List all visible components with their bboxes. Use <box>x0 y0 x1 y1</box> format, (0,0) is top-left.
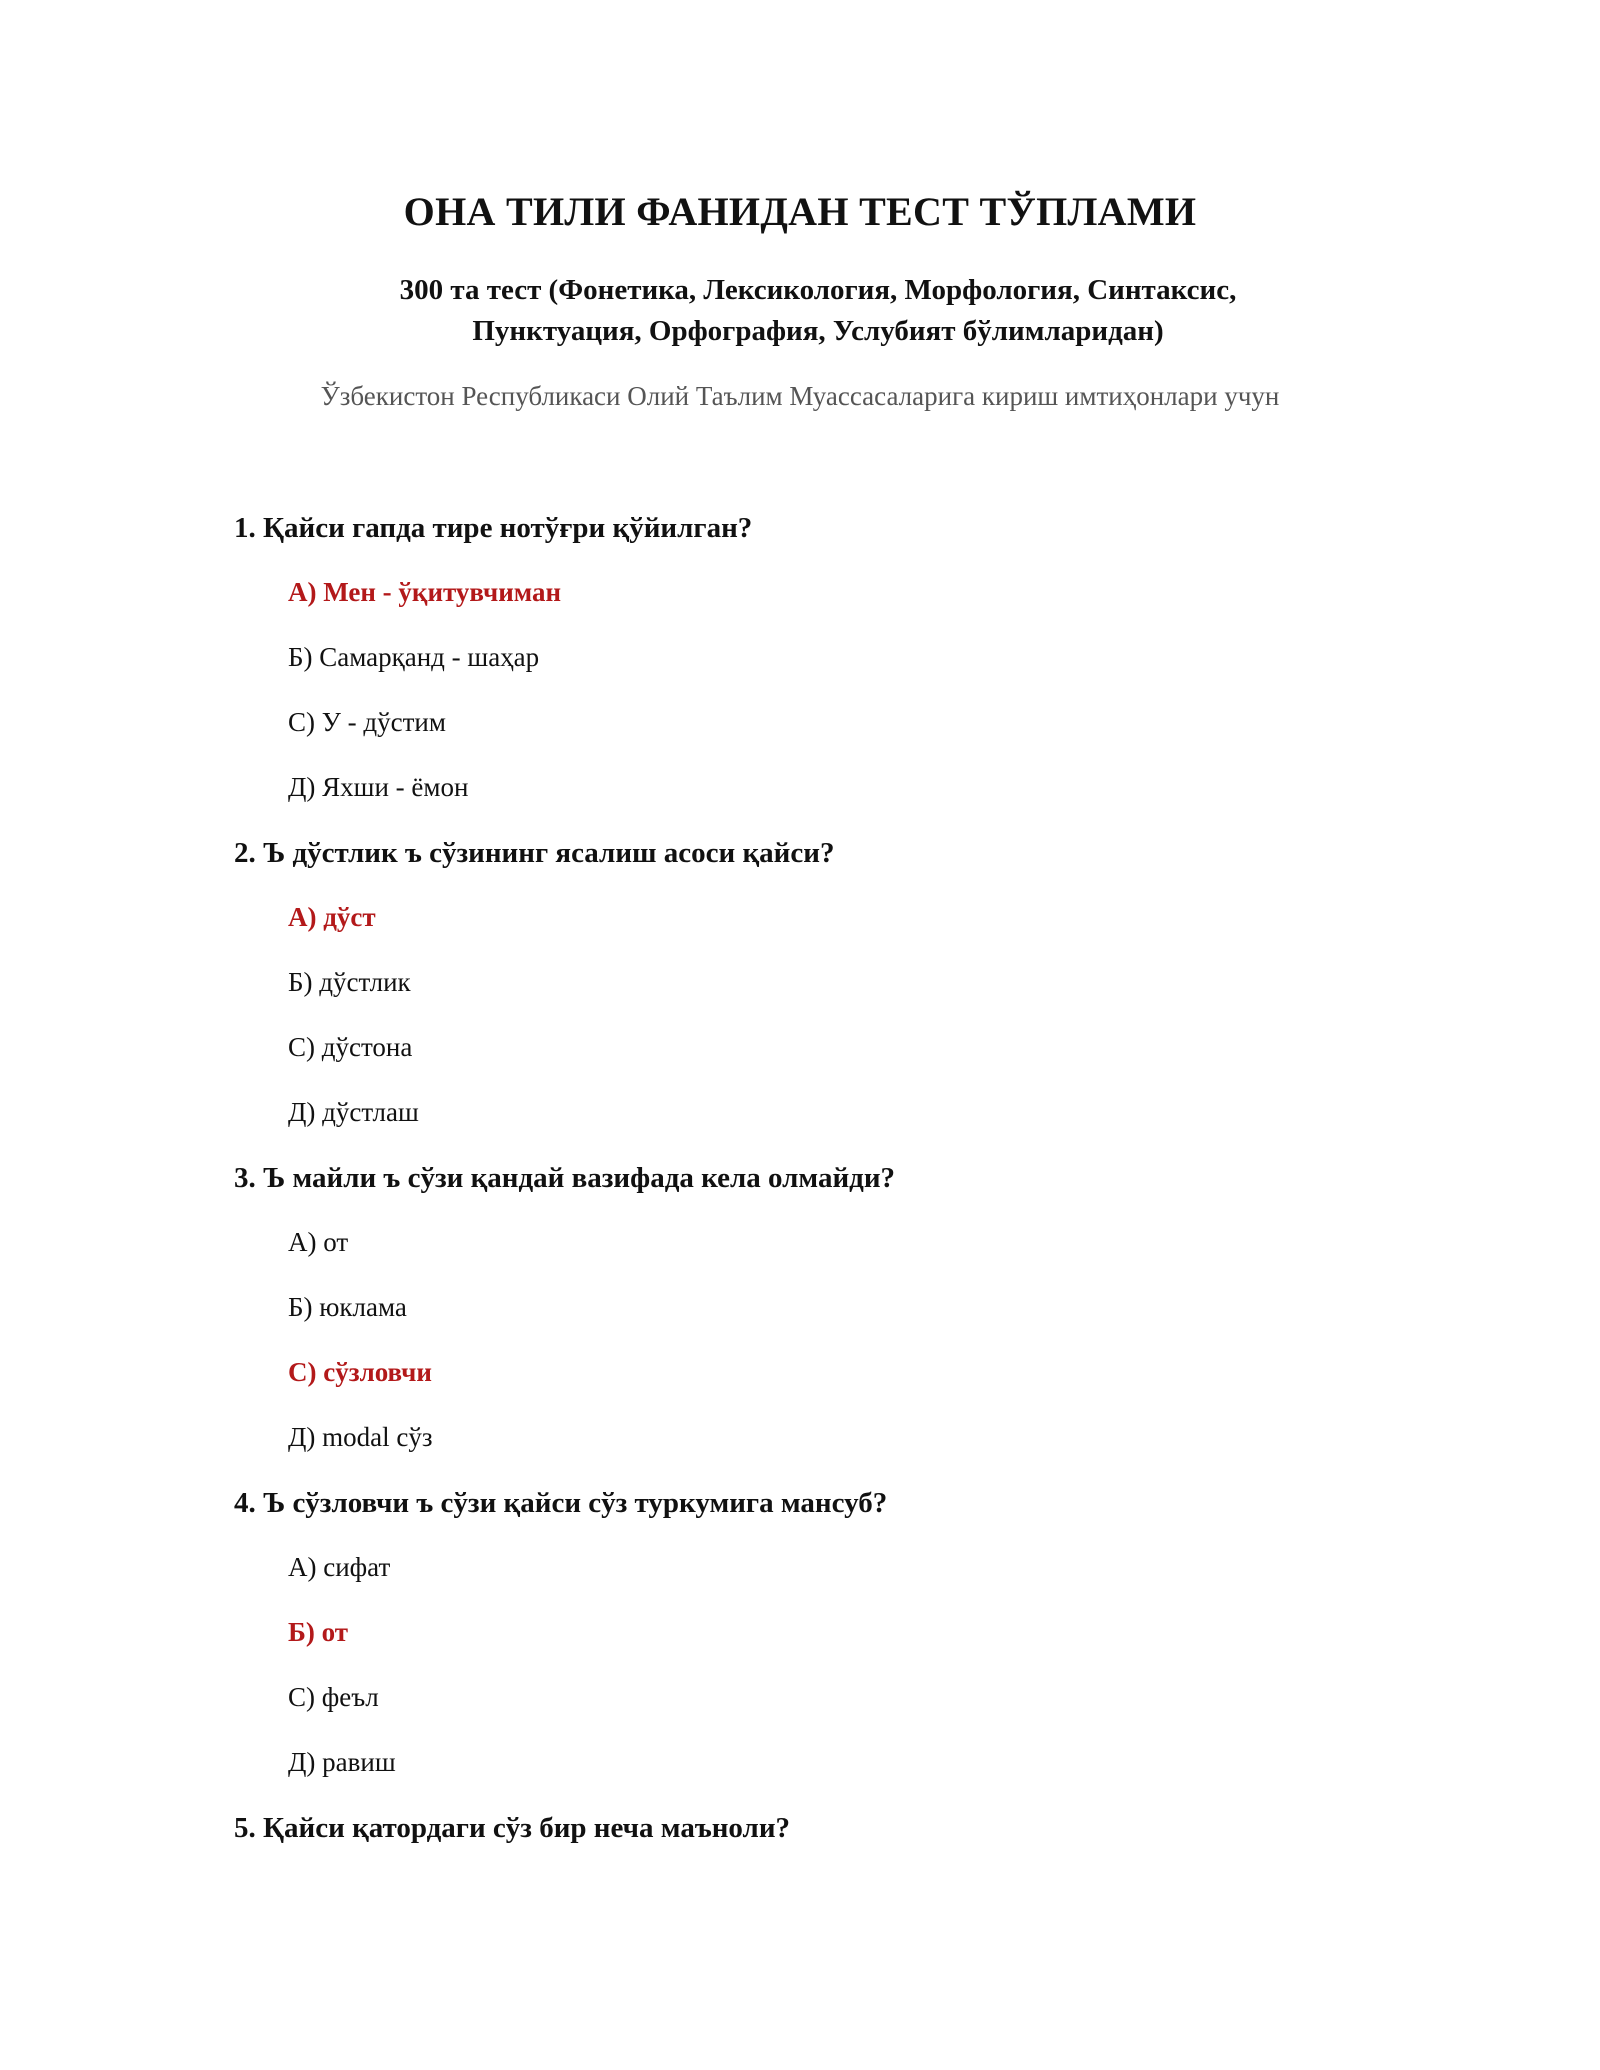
answer-option: Б) Самарқанд - шаҳар <box>288 642 540 672</box>
answer-option-correct: А) Мен - ўқитувчиман <box>288 577 562 607</box>
question-text: 5. Қайси қатордаги сўз бир неча маъноли? <box>234 1812 791 1844</box>
answer-option: А) от <box>288 1227 349 1257</box>
answer-option: Д) Яхши - ёмон <box>288 772 469 802</box>
answer-option: Д) modal сўз <box>288 1422 433 1452</box>
answer-options <box>234 1548 1434 1781</box>
answer-option: Д) дўстлаш <box>288 1097 419 1127</box>
answer-option: Б) дўстлик <box>288 967 411 997</box>
answer-option-correct: А) дўст <box>288 902 376 932</box>
document-title: ОНА ТИЛИ ФАНИДАН ТЕСТ ТЎПЛАМИ <box>403 189 1197 234</box>
answer-option: Д) равиш <box>288 1747 396 1777</box>
answer-option: С) дўстона <box>288 1032 413 1062</box>
question-item <box>234 833 1434 1131</box>
answer-option: Б) юклама <box>288 1292 407 1322</box>
answer-option-correct: Б) от <box>288 1617 348 1647</box>
intro-text: Ўзбекистон Республикаси Олий Таълим Муассасаларига кириш имтиҳонлари учун <box>320 381 1280 411</box>
question-item <box>234 508 1434 806</box>
answer-options <box>234 898 1434 1131</box>
answer-option: А) сифат <box>288 1552 391 1582</box>
subtitle-line-2: Пунктуация, Орфография, Услубият бўлимларидан) <box>472 315 1164 347</box>
answer-option-correct: С) сўзловчи <box>288 1357 432 1387</box>
answer-options <box>234 573 1434 806</box>
subtitle-line-1: 300 та тест (Фонетика, Лексикология, Морфология, Синтаксис, <box>399 274 1237 306</box>
answer-option: С) феъл <box>288 1682 379 1712</box>
question-item <box>234 1158 1434 1456</box>
question-item <box>234 1483 1434 1781</box>
question-text: 1. Қайси гапда тире нотўғри қўйилган? <box>234 512 753 544</box>
question-text: 2. Ъ дўстлик ъ сўзининг ясалиш асоси қайси? <box>234 837 835 869</box>
question-list <box>234 508 1434 1848</box>
answer-options <box>234 1223 1434 1456</box>
question-text: 3. Ъ майли ъ сўзи қандай вазифада кела олмайди? <box>234 1162 896 1194</box>
question-item <box>234 1808 1434 1848</box>
question-text: 4. Ъ сўзловчи ъ сўзи қайси сўз туркумига мансуб? <box>234 1487 888 1519</box>
answer-option: С) У - дўстим <box>288 707 446 737</box>
